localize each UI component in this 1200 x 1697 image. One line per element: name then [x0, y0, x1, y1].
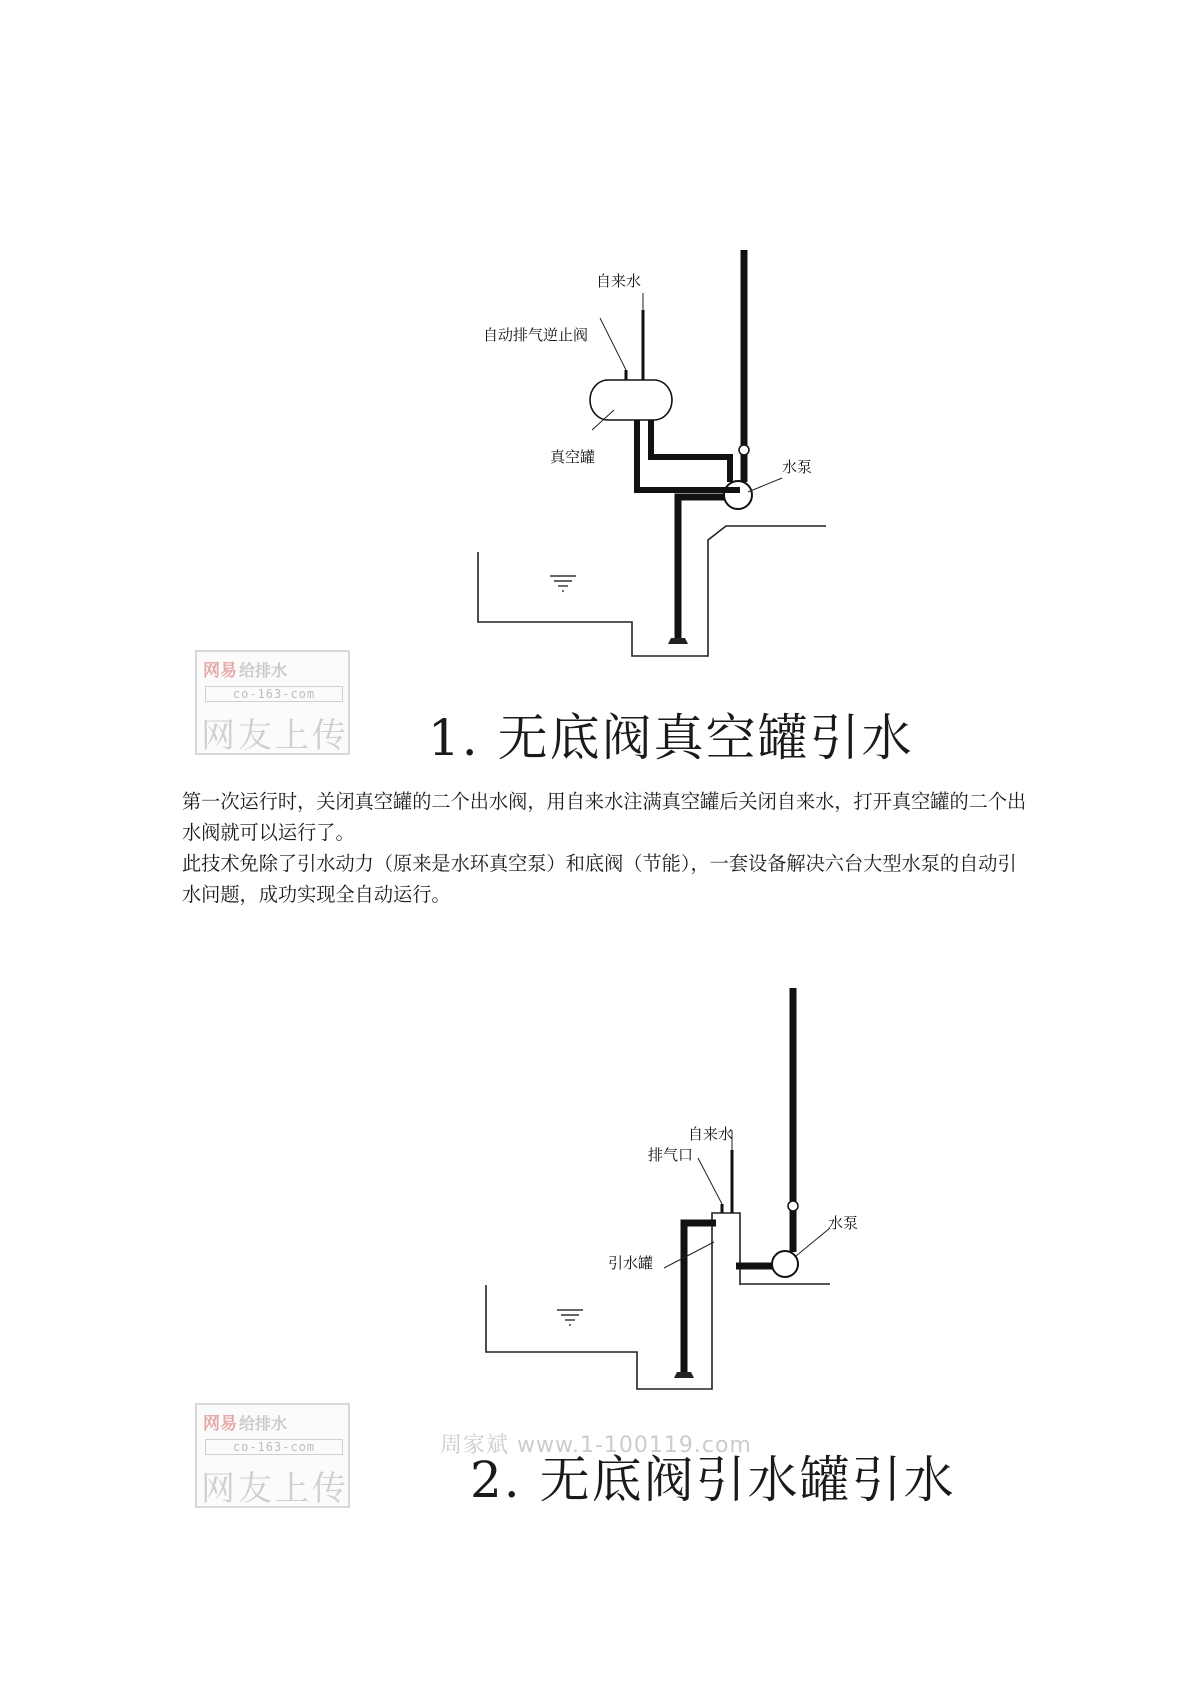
label-tap-water: 自来水	[688, 1125, 734, 1143]
figure-2-caption: 2. 无底阀引水罐引水	[470, 1451, 956, 1509]
watermark-brand: 网易 给排水	[203, 661, 288, 681]
leader-vent	[698, 1158, 722, 1204]
priming-tank-icon	[712, 1213, 740, 1285]
watermark-stamp	[195, 1403, 350, 1508]
tank-outlet-pipe-2	[651, 420, 730, 482]
body-text	[182, 786, 1032, 910]
watermark-brand: 网易 给排水	[203, 1414, 288, 1434]
paragraph: 此技术免除了引水动力（原来是水环真空泵）和底阀（节能），一套设备解决六台大型水泵的自动引水问题，成功实现全自动运行。	[182, 852, 1017, 906]
vacuum-tank-icon	[590, 380, 672, 420]
label-pump: 水泵	[782, 458, 813, 476]
leader-pump	[796, 1228, 830, 1256]
water-level-icon	[557, 1310, 583, 1325]
leader-priming-tank	[664, 1242, 714, 1268]
leader-pump	[748, 478, 782, 492]
watermark-upload: 网友上传	[201, 716, 349, 756]
watermark-domain: co-163-com	[205, 1439, 343, 1455]
author-watermark: 周家斌 www.1-100119.com	[440, 1433, 752, 1458]
figure-1	[0, 230, 1200, 790]
label-vent: 排气口	[648, 1146, 694, 1164]
figure-1-caption: 1. 无底阀真空罐引水	[428, 709, 914, 767]
suction-inlet	[668, 638, 688, 644]
label-tap-water: 自来水	[596, 272, 642, 290]
ground-line	[708, 526, 826, 552]
label-vacuum-tank: 真空罐	[550, 448, 596, 466]
check-valve-icon	[739, 445, 749, 455]
pump-icon	[724, 481, 752, 509]
check-valve-icon	[788, 1201, 798, 1211]
figure-2	[0, 980, 1200, 1520]
watermark-upload: 网友上传	[201, 1469, 349, 1509]
paragraph: 第一次运行时，关闭真空罐的二个出水阀，用自来水注满真空罐后关闭自来水，打开真空罐的二个出水阀就可以运行了。	[182, 790, 1027, 844]
water-level-icon	[550, 576, 576, 591]
label-air-check-valve: 自动排气逆止阀	[483, 326, 589, 344]
label-priming-tank: 引水罐	[608, 1254, 654, 1272]
pump-icon	[772, 1251, 798, 1277]
suction-inlet	[674, 1372, 694, 1378]
label-pump: 水泵	[828, 1214, 859, 1232]
leader-air-valve	[600, 318, 626, 370]
suction-pipe-main	[678, 497, 730, 638]
watermark-stamp	[195, 650, 350, 755]
watermark-domain: co-163-com	[205, 686, 343, 702]
